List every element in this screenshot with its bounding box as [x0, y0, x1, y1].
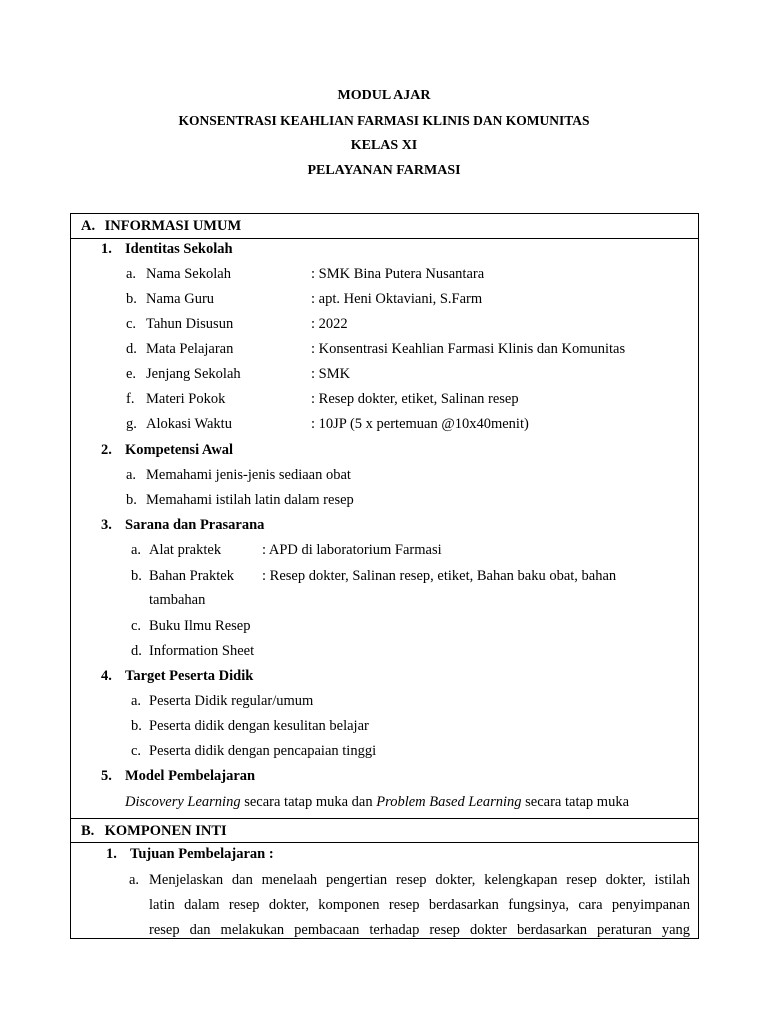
tujuan-line-1: Menjelaskan dan menelaah pengertian resep dokter, kelengkapan resep dokter, istilah: [149, 872, 690, 888]
module-table: [70, 213, 699, 939]
model-discovery: Discovery Learning: [125, 794, 241, 810]
model-pbl: Problem Based Learning: [376, 794, 522, 810]
list-item-continuation: tambahan: [149, 592, 206, 608]
tujuan-line-2: latin dalam resep dokter, komponen resep berdasarkan fungsinya, cara penyimpanan: [149, 897, 690, 913]
tujuan-item-letter: a.: [129, 872, 140, 888]
tujuan-paragraph: [129, 868, 690, 938]
section-b-letter: B.: [81, 823, 95, 839]
doc-subtitle-mapel: PELAYANAN FARMASI: [307, 163, 461, 178]
model-suffix: secara tatap muka: [521, 794, 629, 810]
section-a-body: 1. Identitas Sekolah a. Nama Sekolah : SMK Bina Putera Nusantara b. Nama Guru : apt. Heni Oktaviani, S.Farm c. Tahun Disusun : 2022 d. Mata Pelajaran : Konsentrasi Keahlian Farmasi Klinis dan Komunitas e. Jenjang Sekolah : SMK f. Materi Pokok : Resep dokter, etiket, Salinan resep g. Alokasi Waktu : 10JP (5 x pertemuan @10x40menit) 2. Kompetensi Awal a. Memahami jenis-jenis sediaan obat b. Memahami istilah latin dalam resep 3. Sarana dan Prasarana a. Alat praktek : APD di laboratorium Farmasi b. Bahan Praktek : Resep dokter, Salinan resep, etiket, Bahan baku obat, bahan tambahan c. Buku Ilmu Resep d. Information Sheet 4. Target Peserta Didik a. Peserta Didik regular/umum b. Peserta didik dengan kesulitan belajar c. Peserta didik dengan pencapaian tinggi 5. Model Pembelajaran Discovery Learning secara tatap muka dan Problem Based Learning secara tatap muka: [101, 241, 629, 810]
model-connector: secara tatap muka dan: [240, 794, 377, 810]
section-a-header: [71, 214, 698, 239]
doc-subtitle-kelas: KELAS XI: [350, 138, 418, 153]
section-b-header: [71, 818, 698, 843]
section-b-body: 1. Tujuan Pembelajaran : a. Menjelaskan dan menelaah pengertian resep dokter, kelengkapan resep dokter, istilah latin dalam resep dokter, komponen resep berdasarkan fungsinya, cara penyimpanan resep dan melakukan pembacaan terhadap resep dokter berdasarkan peraturan yang: [71, 843, 698, 938]
section-a-title: INFORMASI UMUM: [104, 218, 242, 234]
doc-subtitle-konsentrasi: KONSENTRASI KEAHLIAN FARMASI KLINIS DAN KOMUNITAS: [178, 113, 590, 128]
model-description: [125, 792, 629, 812]
section-a-letter: A.: [81, 218, 96, 234]
tujuan-line-3: resep dan melakukan pembacaan terhadap resep dokter berdasarkan peraturan yang: [149, 922, 690, 938]
doc-title: MODUL AJAR: [337, 88, 431, 103]
section-b-title: KOMPONEN INTI: [104, 823, 227, 839]
